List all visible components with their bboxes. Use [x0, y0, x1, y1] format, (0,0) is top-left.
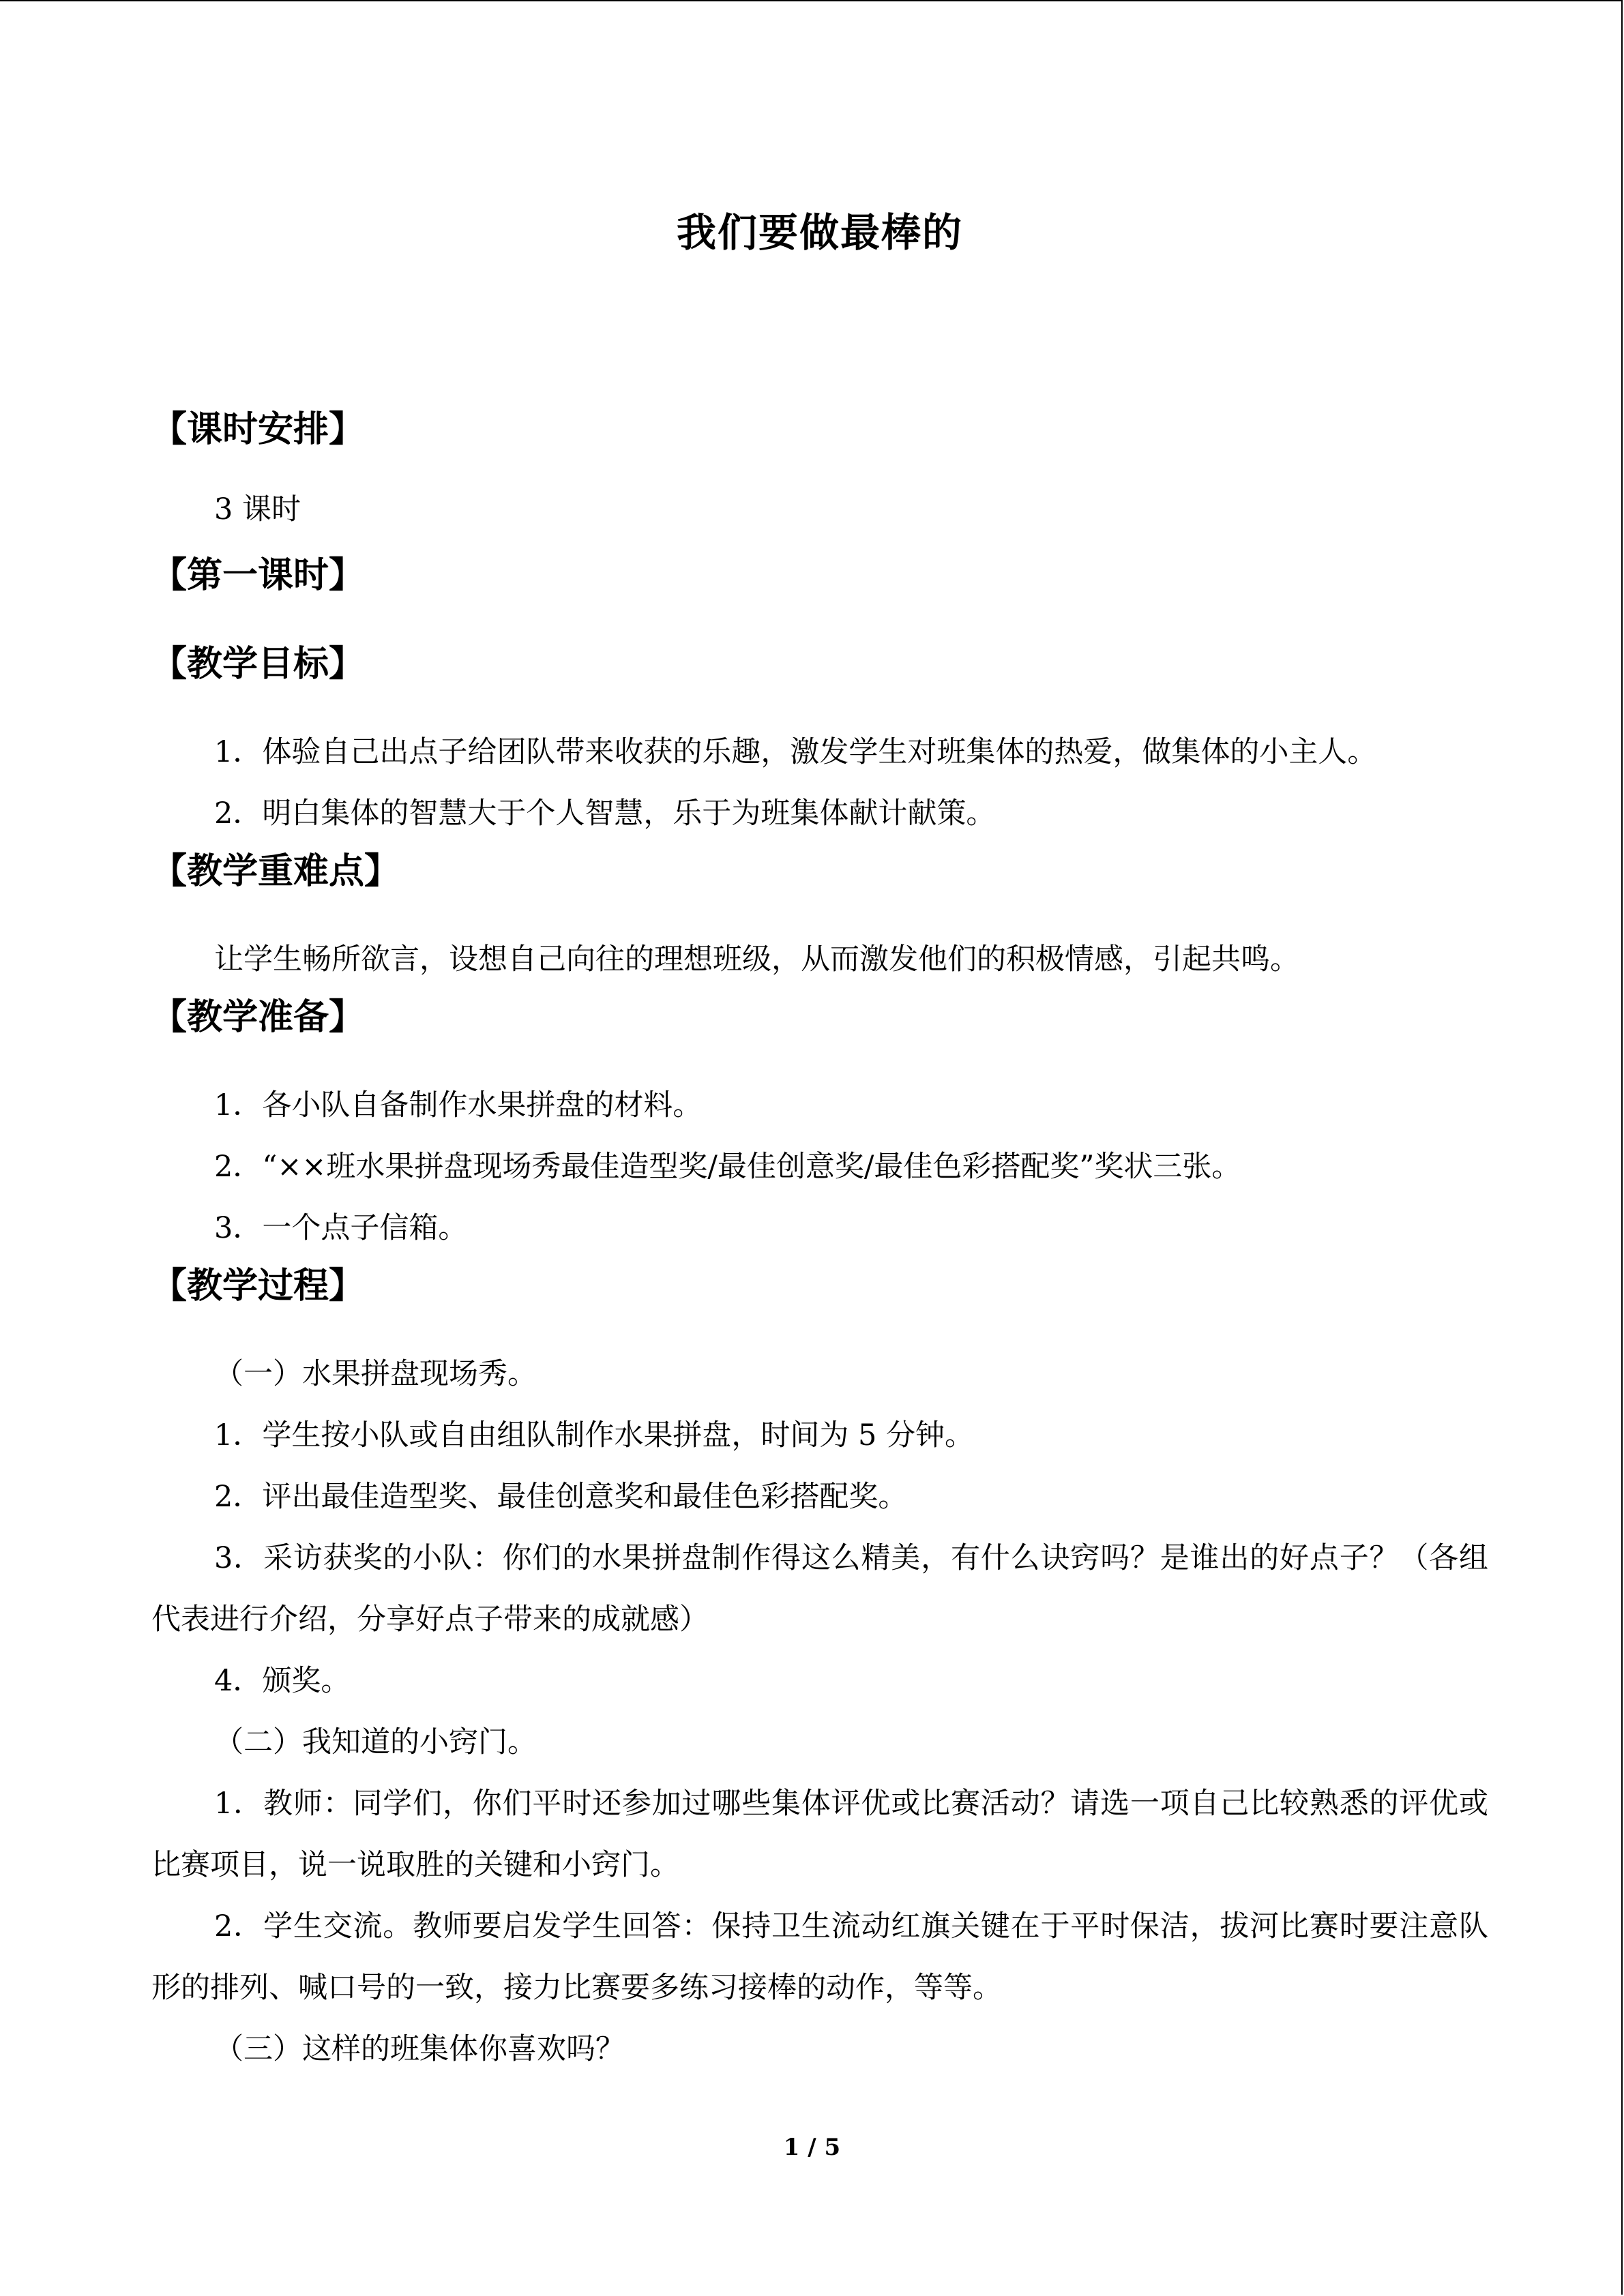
heading-goals: 【教学目标】 [151, 643, 365, 685]
document-title: 我们要做最棒的 [676, 209, 963, 256]
preparation-item: 1．各小队自备制作水果拼盘的材料。 [214, 1088, 703, 1122]
heading-process: 【教学过程】 [151, 1265, 365, 1307]
heading-first-lesson: 【第一课时】 [151, 554, 365, 596]
goal-item: 2．明白集体的智慧大于个人智慧，乐于为班集体献计献策。 [214, 796, 996, 831]
process-paragraph: 1．教师：同学们，你们平时还参加过哪些集体评优或比赛活动？请选一项自己比较熟悉的评优或比赛项目，说一说取胜的关键和小窍门。 [151, 1787, 1488, 1882]
process-paragraph: （二）我知道的小窍门。 [214, 1725, 537, 1759]
heading-key-points: 【教学重难点】 [151, 850, 400, 892]
process-paragraph: 3．采访获奖的小队：你们的水果拼盘制作得这么精美，有什么诀窍吗？是谁出的好点子？（各组代表进行介绍，分享好点子带来的成就感） [151, 1541, 1488, 1637]
process-paragraph: （一）水果拼盘现场秀。 [214, 1357, 537, 1391]
page-number: 1 / 5 [783, 2134, 841, 2161]
process-paragraph: 2．评出最佳造型奖、最佳创意奖和最佳色彩搭配奖。 [214, 1480, 908, 1514]
process-paragraph: 1．学生按小队或自由组队制作水果拼盘，时间为 5 分钟。 [214, 1418, 975, 1452]
schedule-text: 3 课时 [214, 492, 301, 526]
document-body [151, 191, 1488, 2080]
heading-preparation: 【教学准备】 [151, 996, 365, 1038]
key-points-text: 让学生畅所欲言，设想自己向往的理想班级，从而激发他们的积极情感，引起共鸣。 [214, 942, 1299, 976]
preparation-item: 3．一个点子信箱。 [214, 1211, 468, 1245]
process-paragraph: 2．学生交流。教师要启发学生回答：保持卫生流动红旗关键在于平时保洁，拔河比赛时要注意队形的排列、喊口号的一致，接力比赛要多练习接棒的动作，等等。 [151, 1909, 1488, 2005]
process-paragraph: （三）这样的班集体你喜欢吗？ [214, 2032, 625, 2066]
goal-item: 1．体验自己出点子给团队带来收获的乐趣，激发学生对班集体的热爱，做集体的小主人。 [214, 735, 1377, 769]
preparation-item: 2．“××班水果拼盘现场秀最佳造型奖/最佳创意奖/最佳色彩搭配奖”奖状三张。 [214, 1150, 1241, 1184]
heading-schedule: 【课时安排】 [151, 408, 365, 450]
process-paragraph: 4．颁奖。 [214, 1664, 351, 1698]
